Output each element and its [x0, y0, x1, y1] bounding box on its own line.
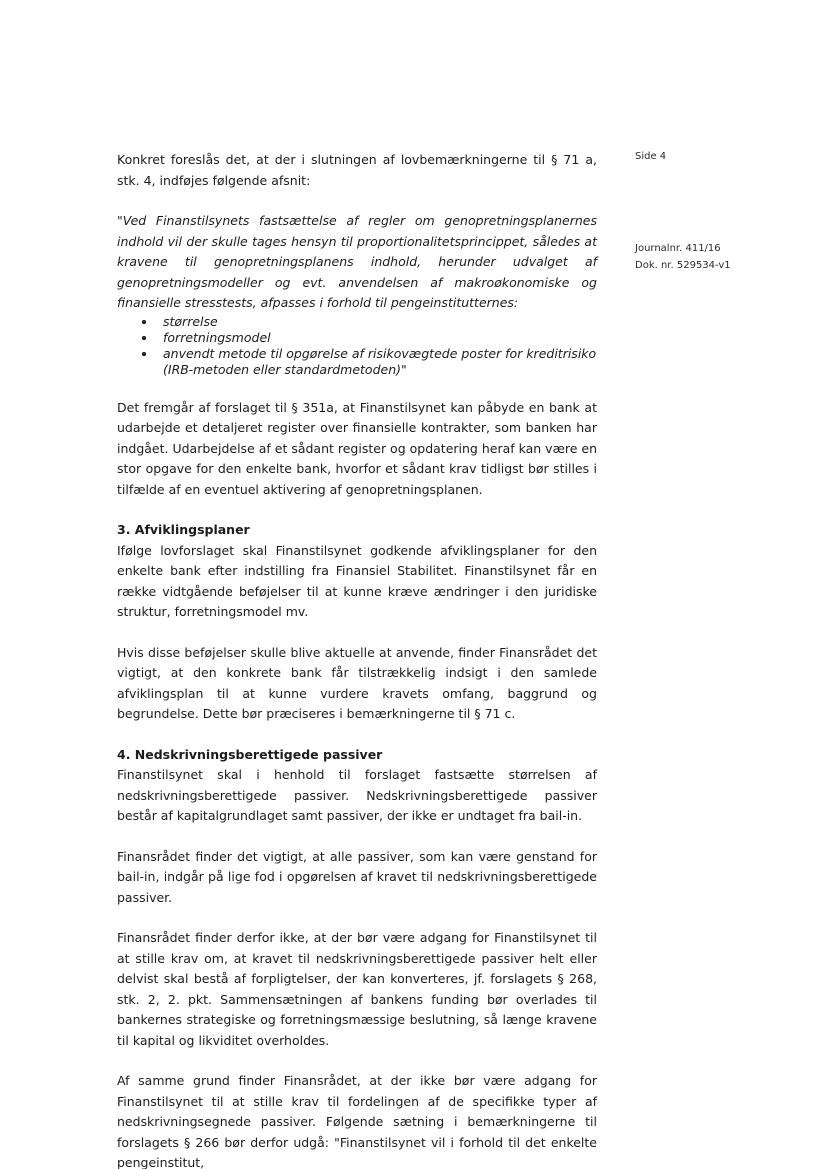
quote-bullet-list [117, 314, 597, 378]
section-4-paragraph-4: Af samme grund finder Finansrådet, at der ikke bør være adgang for Finanstilsynet til at stille krav til fordelingen af de specifikke typer af nedskrivningsegnede passiver. Følgende sætning i bemærkningerne til forslagets § 266 bør derfor udgå: "Finanstilsynet vil i forhold til det enkelte pengeinstitut, [117, 1073, 597, 1169]
intro-paragraph: Konkret foreslås det, at der i slutningen af lovbemærkningerne til § 71 a, stk. 4, indføjes følgende afsnit: [117, 152, 597, 188]
paragraph-351a: Det fremgår af forslaget til § 351a, at Finanstilsynet kan påbyde en bank at udarbejde et detaljeret register over finansielle kontrakter, som banken har indgået. Udarbejdelse af et sådant register og opdatering heraf kan være en stor opgave for den enkelte bank, hvorfor et sådant krav tidligst bør stilles i tilfælde af en eventuel aktivering af genopretningsplanen. [117, 399, 597, 497]
section-3-heading: 3. Afviklingsplaner [117, 522, 250, 537]
document-reference [635, 240, 731, 274]
section-3-paragraph-1: Ifølge lovforslaget skal Finanstilsynet godkende afviklingsplaner for den enkelte bank efter indstilling fra Finansiel Stabilitet. Finanstilsynet får en række vidtgående beføjelser til at kunne kræve ændringer i den juridiske struktur, forretningsmodel mv. [117, 542, 597, 619]
proposed-text-quote: "Ved Finanstilsynets fastsættelse af regler om genopretningsplanernes indhold vil der skulle tages hensyn til proportionalitetsprincippet, således at kravene til genopretningsplanens indhold, herunder udvalget af genopretningsmodeller og evt. anvendelsen af makroøkonomiske og finansielle stresstests, afpasses i forhold til pengeinstitutternes: [117, 213, 597, 310]
section-4-paragraph-1: Finanstilsynet skal i henhold til forslaget fastsætte størrelsen af nedskrivningsberettigede passiver. Nedskrivningsberettigede passiver består af kapitalgrundlaget samt passiver, der ikke er undtaget fra bail-in. [117, 767, 597, 823]
quote-bullet-item: • forretningsmodel [157, 330, 597, 346]
section-4-heading: 4. Nedskrivningsberettigede passiver [117, 746, 383, 762]
section-4-paragraph-3: Finansrådet finder derfor ikke, at der bør være adgang for Finanstilsynet til at stille krav om, at kravet til nedskrivningsberettigede passiver helt eller delvist skal bestå af forpligtelser, der kan konverteres, jf. forslagets § 268, stk. 2, 2. pkt. Sammensætningen af bankens funding bør overlades til bankernes strategiske og forretningsmæssige beslutning, så længe kravene til kapital og likviditet overholdes. [117, 930, 597, 1048]
section-4-paragraph-2: Finansrådet finder det vigtigt, at alle passiver, som kan være genstand for bail-in, indgår på lige fod i opgørelsen af kravet til nedskrivningsberettigede passiver. [117, 848, 597, 905]
document-body [117, 150, 597, 1169]
page-number-label: Side 4 [635, 151, 667, 162]
document-number: Dok. nr. 529534-v1 [635, 260, 731, 271]
journal-number: Journalnr. 411/16 [635, 243, 721, 254]
quote-bullet-item: • størrelse [157, 314, 597, 330]
quote-bullet-item: • anvendt metode til opgørelse af risikovægtede poster for kreditrisiko (IRB-metoden eller standardmetoden)" [157, 346, 597, 378]
section-3-paragraph-2: Hvis disse beføjelser skulle blive aktuelle at anvende, finder Finansrådet det vigtigt, at den konkrete bank får tilstrækkelig indsigt i den samlede afviklingsplan til at kunne vurdere kravets omfang, baggrund og begrundelse. Dette bør præciseres i bemærkningerne til § 71 c. [117, 644, 597, 721]
